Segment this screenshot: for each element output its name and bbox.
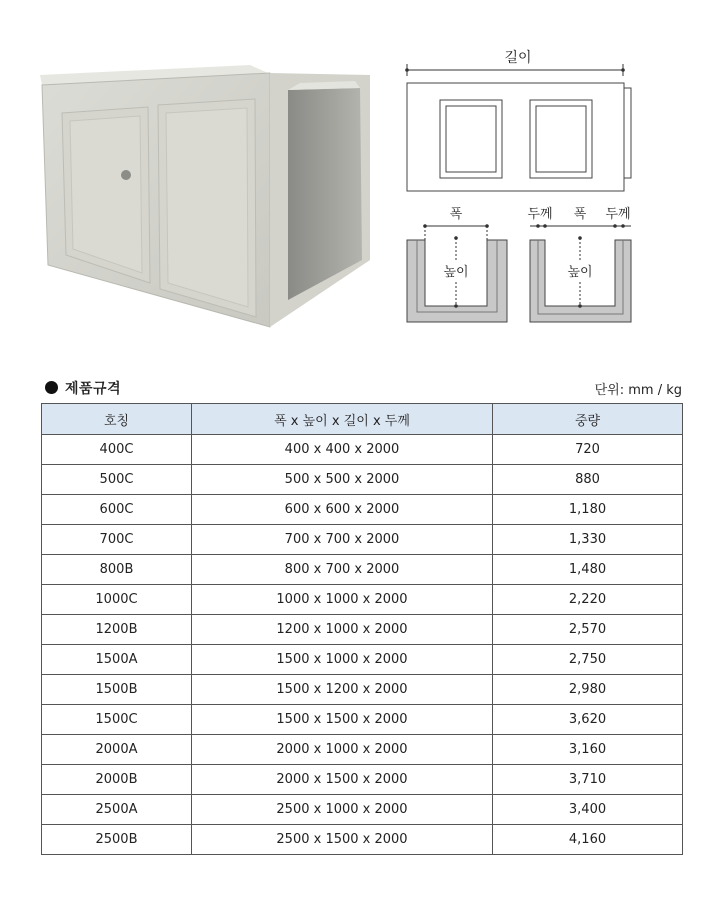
- dimensions-cell: 1500 x 1500 x 2000: [192, 705, 493, 735]
- table-row: [42, 555, 683, 585]
- spec-table: [41, 403, 683, 855]
- header-weight: 중량: [493, 404, 683, 435]
- weight-cell: 880: [493, 465, 683, 495]
- product-photo: [30, 55, 370, 330]
- dimensions-cell: 700 x 700 x 2000: [192, 525, 493, 555]
- designation-cell: 600C: [42, 495, 192, 525]
- table-row: [42, 795, 683, 825]
- table-row: [42, 465, 683, 495]
- width-label-1: 폭: [449, 207, 463, 222]
- dimensions-cell: 800 x 700 x 2000: [192, 555, 493, 585]
- designation-cell: 400C: [42, 435, 192, 465]
- table-row: [42, 675, 683, 705]
- weight-cell: 2,980: [493, 675, 683, 705]
- designation-cell: 2500B: [42, 825, 192, 855]
- table-body: [42, 435, 683, 855]
- weight-cell: 1,330: [493, 525, 683, 555]
- thickness-label-left: 두께: [527, 207, 553, 222]
- designation-cell: 700C: [42, 525, 192, 555]
- dimension-diagram: [395, 40, 650, 335]
- dimensions-cell: 2000 x 1000 x 2000: [192, 735, 493, 765]
- designation-cell: 1500C: [42, 705, 192, 735]
- table-row: [42, 825, 683, 855]
- dimensions-cell: 2500 x 1500 x 2000: [192, 825, 493, 855]
- dimensions-cell: 2500 x 1000 x 2000: [192, 795, 493, 825]
- designation-cell: 1000C: [42, 585, 192, 615]
- table-row: [42, 735, 683, 765]
- table-row: [42, 705, 683, 735]
- unit-note: 단위: mm / kg: [594, 383, 682, 398]
- weight-cell: 3,160: [493, 735, 683, 765]
- weight-cell: 3,620: [493, 705, 683, 735]
- dimensions-cell: 1200 x 1000 x 2000: [192, 615, 493, 645]
- height-label-1: 높이: [443, 265, 469, 280]
- dimensions-cell: 1500 x 1200 x 2000: [192, 675, 493, 705]
- designation-cell: 500C: [42, 465, 192, 495]
- bullet-icon: [45, 381, 58, 394]
- dimensions-cell: 1500 x 1000 x 2000: [192, 645, 493, 675]
- table-row: [42, 645, 683, 675]
- table-row: [42, 435, 683, 465]
- table-row: [42, 585, 683, 615]
- spec-section-header: [45, 376, 682, 400]
- designation-cell: 1500B: [42, 675, 192, 705]
- table-row: [42, 525, 683, 555]
- width-label-2: 폭: [573, 207, 587, 222]
- dimensions-cell: 400 x 400 x 2000: [192, 435, 493, 465]
- designation-cell: 2000A: [42, 735, 192, 765]
- weight-cell: 3,710: [493, 765, 683, 795]
- weight-cell: 1,480: [493, 555, 683, 585]
- section-title: 제품규격: [65, 381, 122, 397]
- weight-cell: 3,400: [493, 795, 683, 825]
- table-row: [42, 765, 683, 795]
- weight-cell: 2,220: [493, 585, 683, 615]
- designation-cell: 2000B: [42, 765, 192, 795]
- designation-cell: 1200B: [42, 615, 192, 645]
- table-row: [42, 495, 683, 525]
- dimensions-cell: 1000 x 1000 x 2000: [192, 585, 493, 615]
- designation-cell: 2500A: [42, 795, 192, 825]
- weight-cell: 1,180: [493, 495, 683, 525]
- thickness-label-right: 두께: [605, 207, 631, 222]
- height-label-2: 높이: [567, 265, 593, 280]
- dimensions-cell: 2000 x 1500 x 2000: [192, 765, 493, 795]
- weight-cell: 2,750: [493, 645, 683, 675]
- header-dimensions: 폭 x 높이 x 길이 x 두께: [192, 404, 493, 435]
- length-label: 길이: [504, 50, 532, 66]
- dimensions-cell: 600 x 600 x 2000: [192, 495, 493, 525]
- dimensions-cell: 500 x 500 x 2000: [192, 465, 493, 495]
- table-header-row: [42, 404, 683, 435]
- weight-cell: 2,570: [493, 615, 683, 645]
- weight-cell: 4,160: [493, 825, 683, 855]
- designation-cell: 1500A: [42, 645, 192, 675]
- designation-cell: 800B: [42, 555, 192, 585]
- header-designation: 호칭: [42, 404, 192, 435]
- weight-cell: 720: [493, 435, 683, 465]
- table-row: [42, 615, 683, 645]
